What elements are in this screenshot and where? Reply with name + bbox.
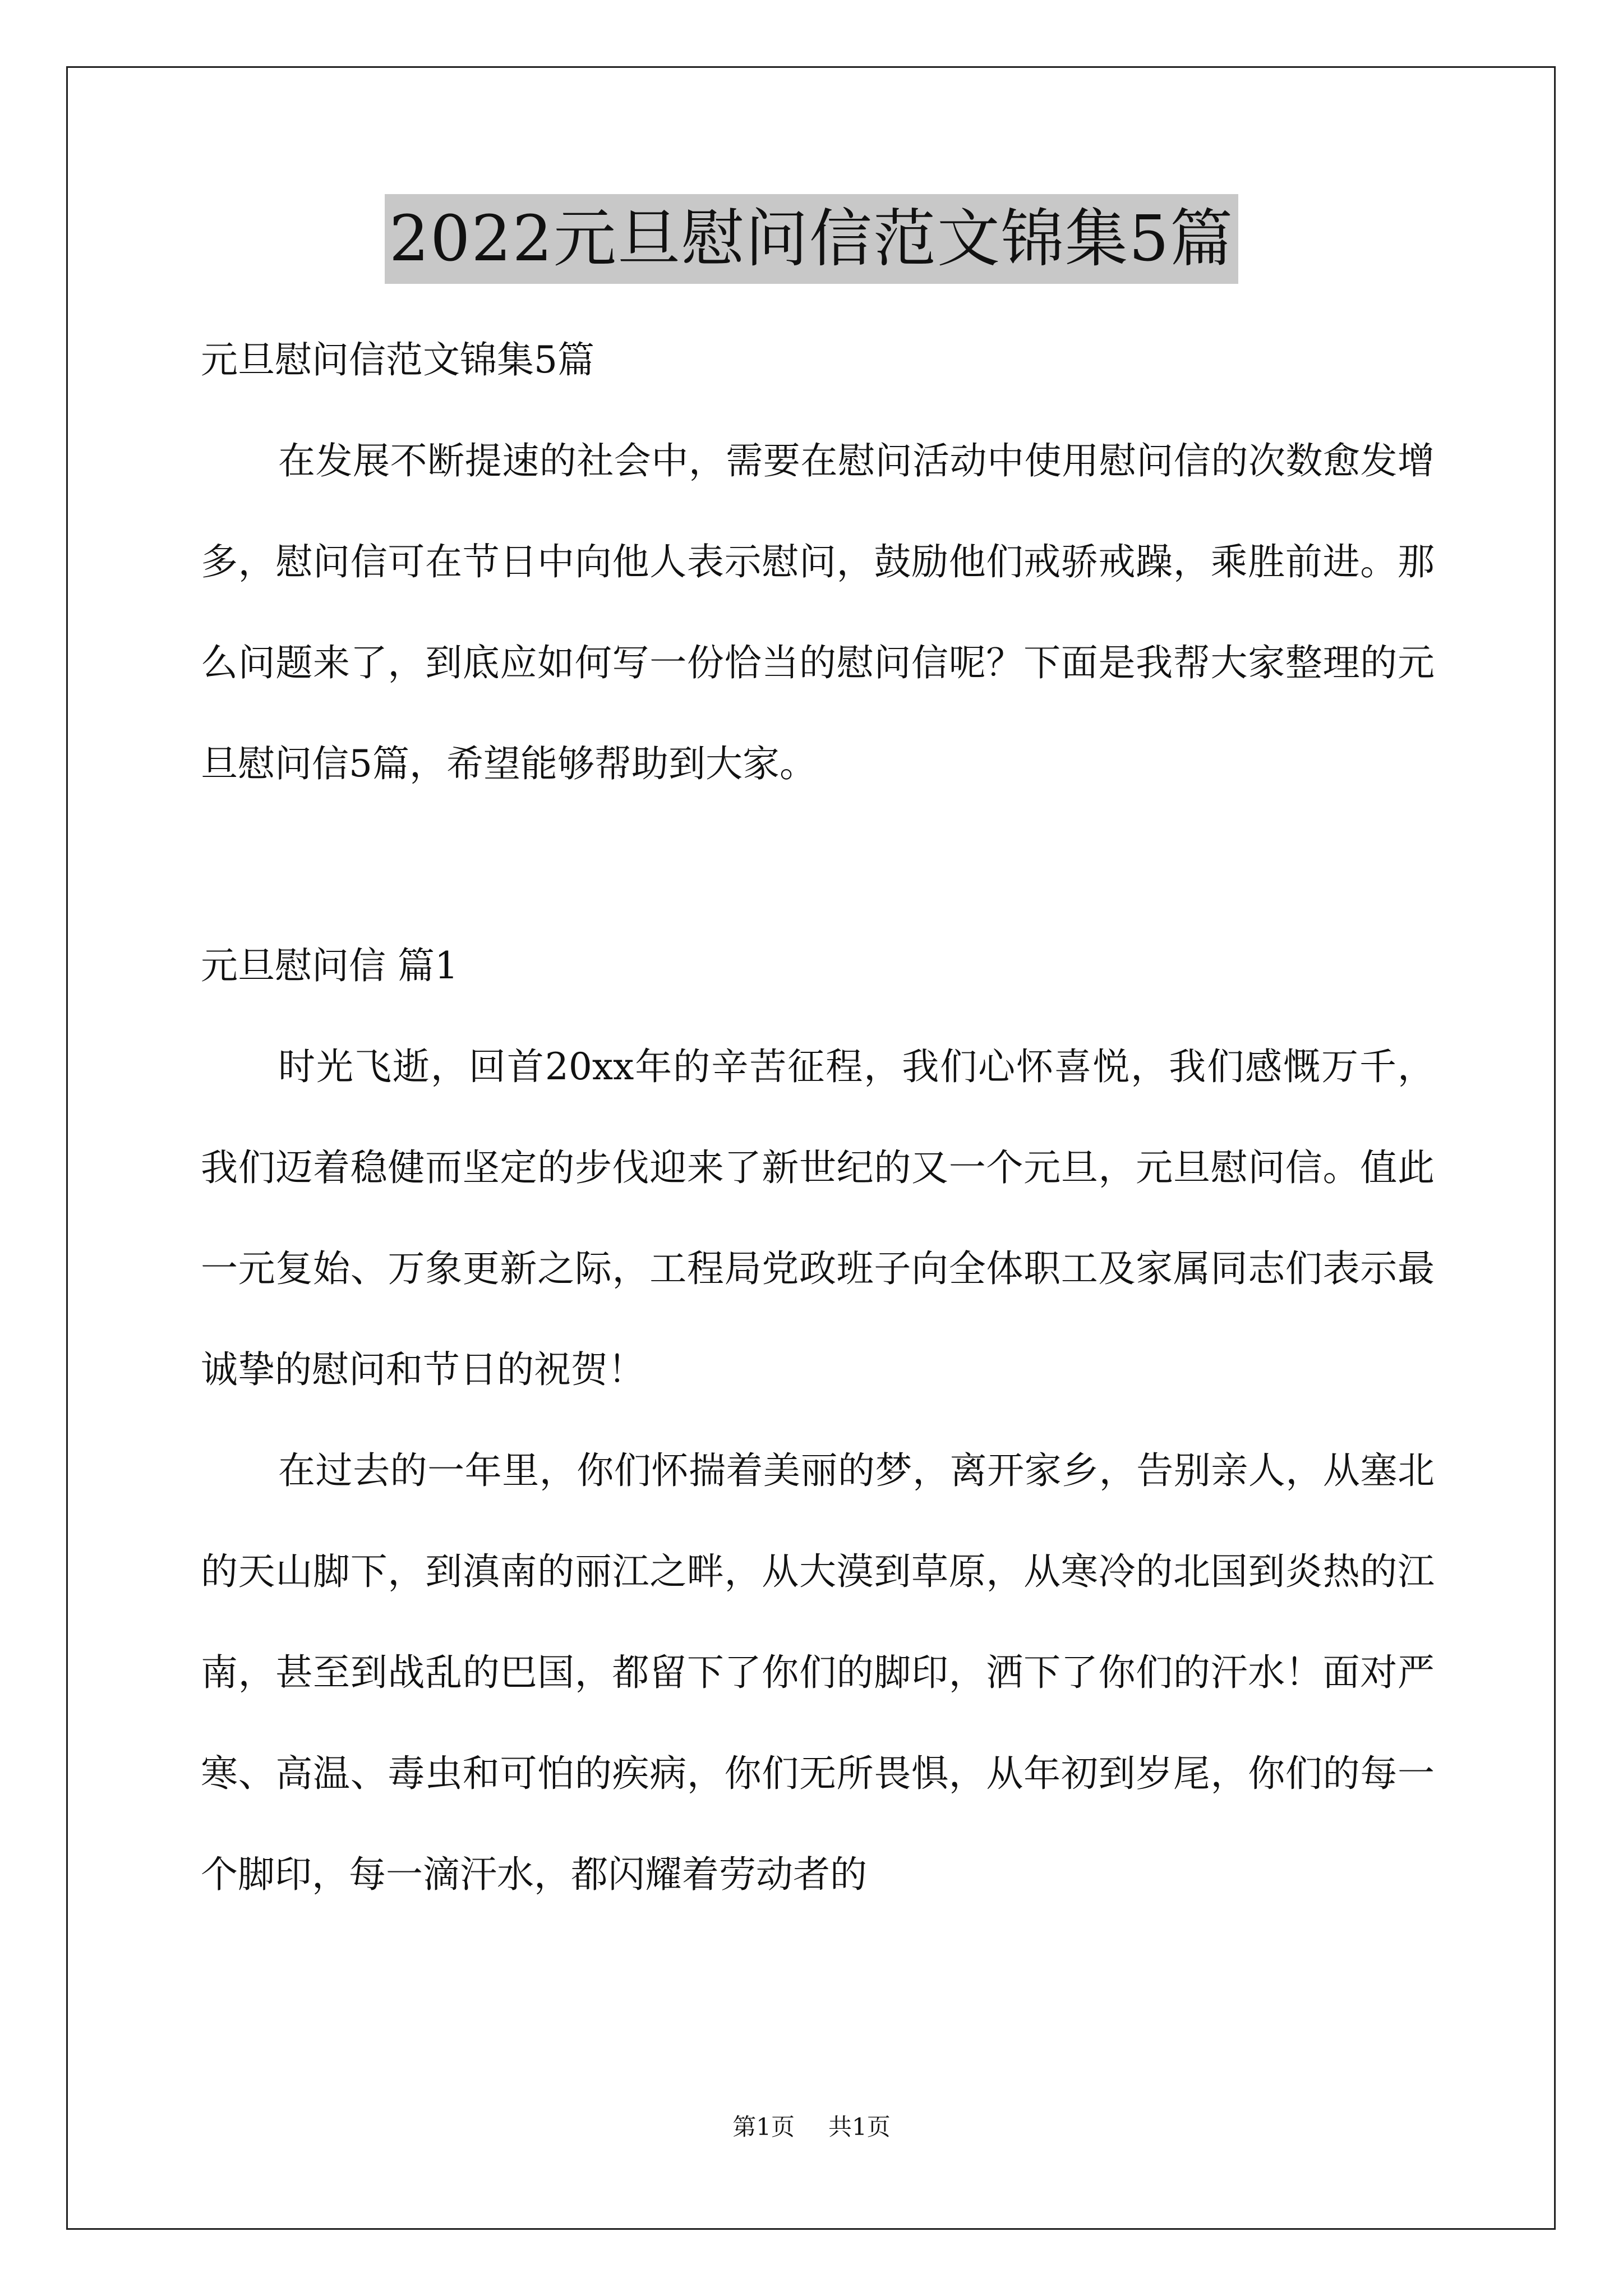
paragraph-spacer [201, 815, 1435, 915]
page-number: 第1页 [732, 2113, 795, 2141]
body-paragraph-1: 时光飞逝，回首20xx年的辛苦征程，我们心怀喜悦，我们感慨万千，我们迈着稳健而坚定的步伐迎来了新世纪的又一个元旦，元旦慰问信。值此一元复始、万象更新之际，工程局党政班子向全体职工及家属同志们表示最诚挚的慰问和节日的祝贺！ [201, 1045, 1435, 1391]
section-heading: 元旦慰问信 篇1 [201, 944, 458, 987]
body-paragraph-2: 在过去的一年里，你们怀揣着美丽的梦，离开家乡，告别亲人，从塞北的天山脚下，到滇南的丽江之畔，从大漠到草原，从寒冷的北国到炎热的江南，甚至到战乱的巴国，都留下了你们的脚印，洒下了你们的汗水！面对严寒、高温、毒虫和可怕的疾病，你们无所畏惧，从年初到岁尾，你们的每一个脚印，每一滴汗水，都闪耀着劳动者的 [201, 1449, 1435, 1896]
intro-paragraph: 在发展不断提速的社会中，需要在慰问活动中使用慰问信的次数愈发增多，慰问信可在节日中向他人表示慰问，鼓励他们戒骄戒躁，乘胜前进。那么问题来了，到底应如何写一份恰当的慰问信呢？下面是我帮大家整理的元旦慰问信5篇，希望能够帮助到大家。 [201, 439, 1435, 785]
page-footer [0, 2110, 1623, 2144]
page-total: 共1页 [828, 2113, 891, 2141]
document-title [0, 194, 1623, 284]
document-body [201, 310, 1435, 1925]
document-title-text: 2022元旦慰问信范文锦集5篇 [385, 194, 1238, 284]
document-subtitle: 元旦慰问信范文锦集5篇 [201, 338, 594, 381]
